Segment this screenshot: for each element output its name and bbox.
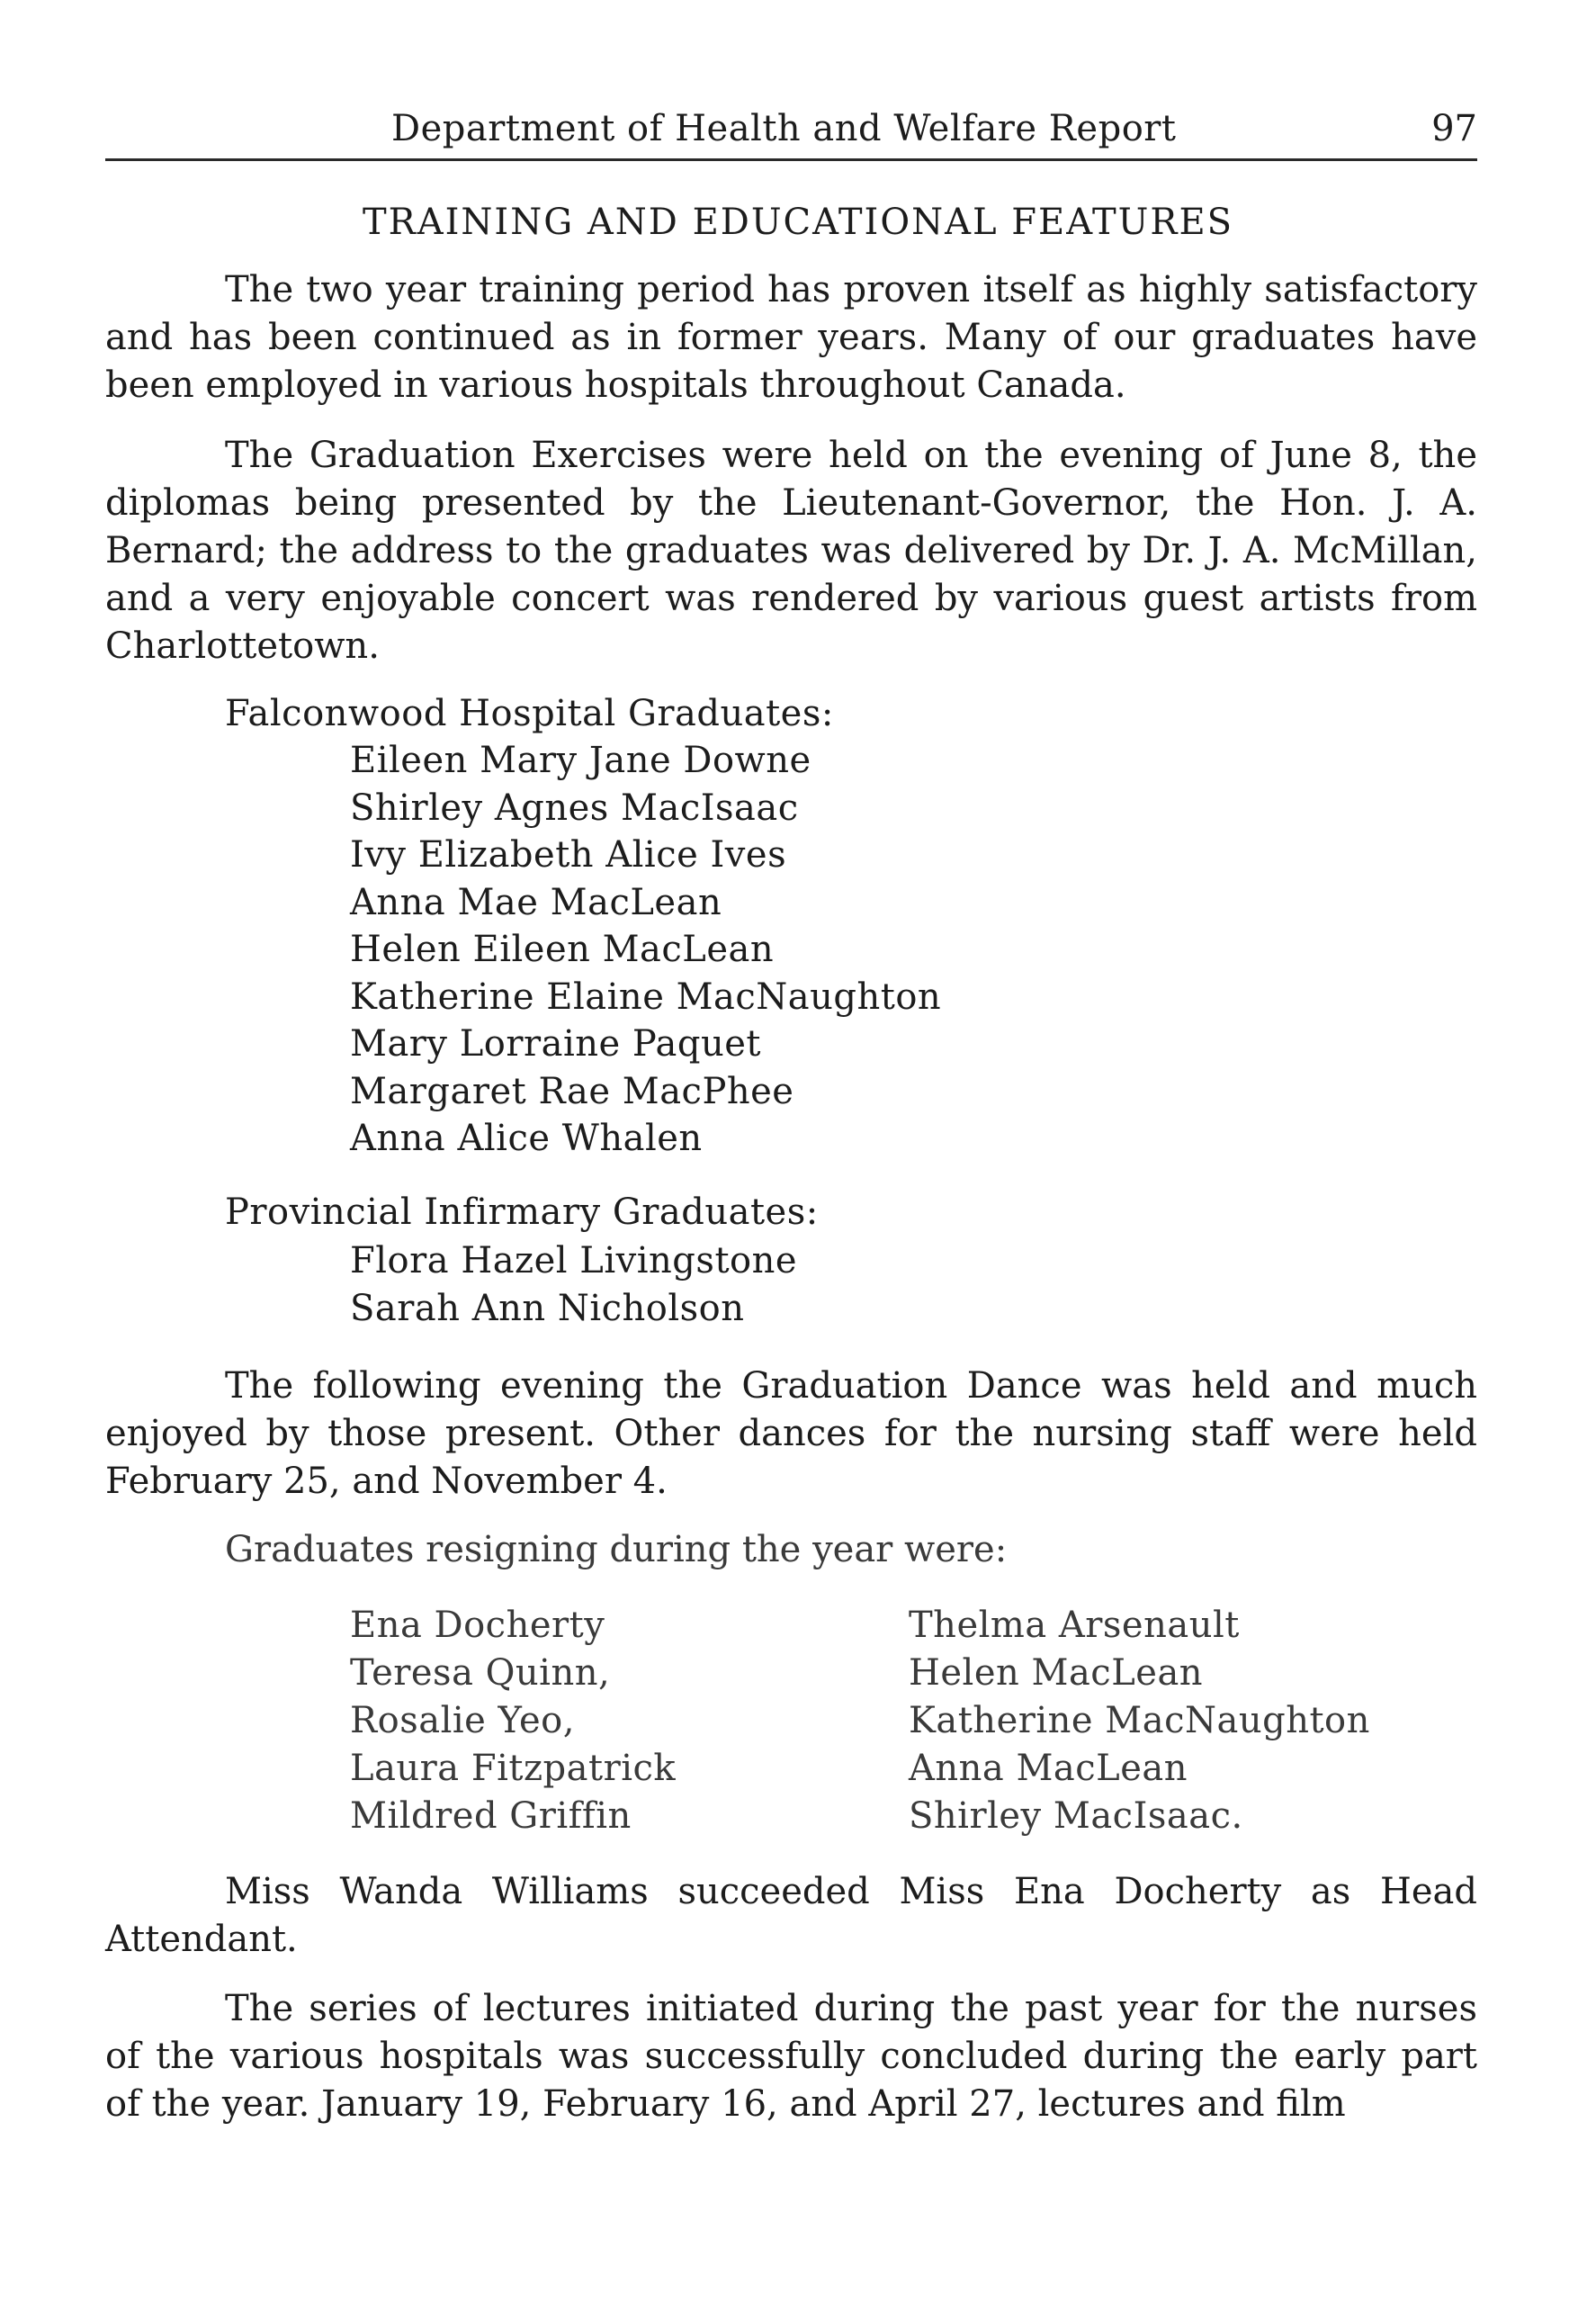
- list-item: Laura Fitzpatrick: [350, 1748, 677, 1789]
- resigning-list-left: [350, 1602, 676, 1840]
- list-item: Mildred Griffin: [350, 1795, 632, 1837]
- list-item: Sarah Ann Nicholson: [350, 1287, 745, 1329]
- list-item: Rosalie Yeo,: [350, 1700, 575, 1741]
- list-item: Anna Alice Whalen: [350, 1118, 703, 1159]
- running-header: [105, 108, 1477, 161]
- section-title: TRAINING AND EDUCATIONAL FEATURES: [362, 202, 1234, 243]
- list-item: Ivy Elizabeth Alice Ives: [350, 834, 787, 876]
- list-item: Ena Docherty: [350, 1605, 605, 1646]
- resigning-list-right: [909, 1602, 1370, 1840]
- list-item: Eileen Mary Jane Downe: [350, 740, 811, 781]
- page-number: 97: [1431, 108, 1477, 149]
- paragraph-graduation-dance: The following evening the Graduation Dance was held and much enjoyed by those present. Other dances for the nursing staff were held February 25, and November 4.: [105, 1365, 1477, 1502]
- paragraph-lecture-series: The series of lectures initiated during the past year for the nurses of the various hospitals was successfully concluded during the early part of the year. January 19, February 16, and April 27, lectures and film: [105, 1988, 1477, 2125]
- list-item: Helen MacLean: [909, 1652, 1204, 1694]
- header-title: Department of Health and Welfare Report: [391, 108, 1177, 149]
- list-item: Anna MacLean: [909, 1748, 1188, 1789]
- list-item: Flora Hazel Livingstone: [350, 1240, 798, 1281]
- list-item: Margaret Rae MacPhee: [350, 1070, 794, 1112]
- paragraph-training-period: The two year training period has proven itself as highly satisfactory and has been continued as in former years. Many of our graduates have been employed in various hospitals throughout Canada.: [105, 269, 1477, 406]
- list-item: Helen Eileen MacLean: [350, 929, 775, 970]
- paragraph-graduates-resigning: Graduates resigning during the year were:: [225, 1529, 1008, 1570]
- paragraph-graduation-exercises: The Graduation Exercises were held on the evening of June 8, the diplomas being presented by the Lieutenant-Governor, the Hon. J. A. Bernard; the address to the graduates was delivered by Dr. J. A. McMillan, and a very enjoyable concert was rendered by various guest artists from Charlottetown.: [105, 435, 1477, 667]
- infirmary-graduates-heading: Provincial Infirmary Graduates:: [225, 1191, 819, 1233]
- list-item: Katherine MacNaughton: [909, 1700, 1370, 1741]
- falconwood-graduates-heading: Falconwood Hospital Graduates:: [225, 693, 834, 734]
- infirmary-graduates-list: [350, 1237, 797, 1332]
- paragraph-head-attendant: Miss Wanda Williams succeeded Miss Ena Docherty as Head Attendant.: [105, 1871, 1477, 1960]
- list-item: Shirley Agnes MacIsaac: [350, 787, 799, 829]
- list-item: Thelma Arsenault: [909, 1605, 1240, 1646]
- list-item: Mary Lorraine Paquet: [350, 1023, 761, 1065]
- list-item: Anna Mae MacLean: [350, 881, 722, 923]
- list-item: Shirley MacIsaac.: [909, 1795, 1243, 1837]
- list-item: Teresa Quinn,: [350, 1652, 611, 1694]
- list-item: Katherine Elaine MacNaughton: [350, 976, 942, 1018]
- falconwood-graduates-list: [350, 737, 941, 1163]
